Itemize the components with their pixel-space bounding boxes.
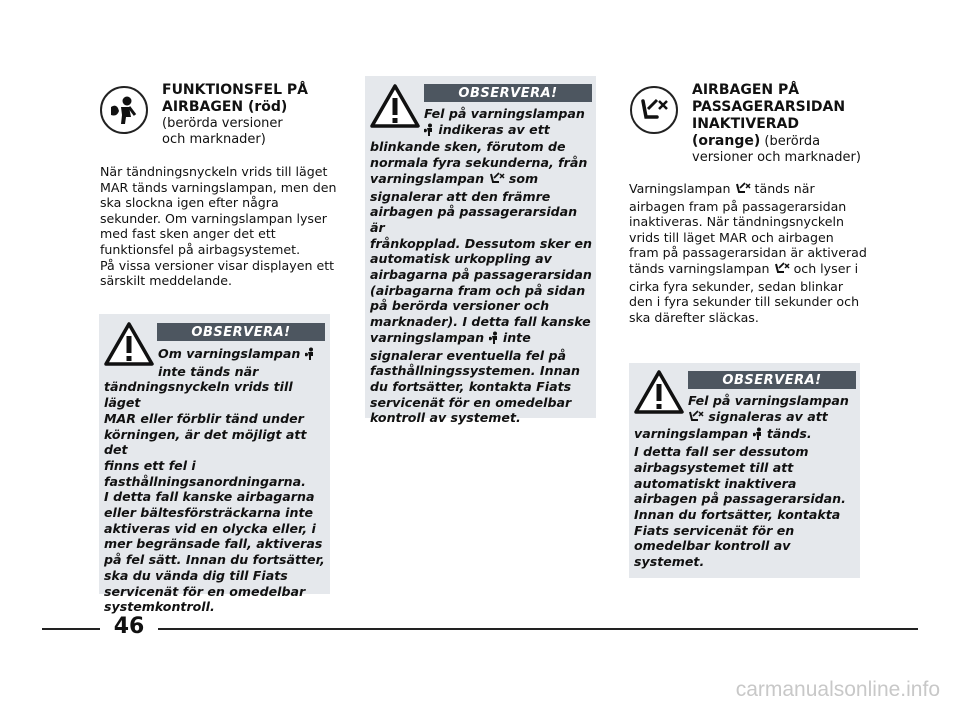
heading-sub-line: (berörda versioner [162,116,283,131]
warning-line: varningslampan [370,170,485,186]
warning-line: airbagen på passagerarsidan. [634,491,846,507]
body-line: På vissa versioner visar displayen ett [100,257,335,273]
warning-line: systemet. [634,554,705,570]
airbag-fault-body [100,164,340,289]
section-heading-airbag-fault [162,82,342,148]
warning-line: I detta fall ser dessutom [634,444,809,460]
warning-line: servicenät för en omedelbar [370,394,572,410]
warning-line: normala fyra sekunderna, från [370,155,588,171]
warning-label: OBSERVERA! [688,371,856,389]
heading-sub-line: versioner och marknader) [692,150,861,165]
airbag-person-icon [424,123,434,140]
airbag-person-icon [753,427,763,444]
passenger-airbag-off-icon [489,172,505,189]
body-line: När tändningsnyckeln vrids till läget [100,164,328,179]
warning-line: varningslampan [370,329,485,345]
body-line: funktionsfel på airbagsystemet. [100,241,301,257]
warning-line: mer begränsade fall, aktiveras [104,536,323,552]
body-line: den i fyra sekunder till sekunder och [629,294,860,310]
airbag-person-icon [305,347,315,364]
body-line: ska slockna igen efter några [100,195,279,211]
warning-line: på berörda versioner och [370,298,550,314]
passenger-airbag-off-icon [688,410,704,427]
warning-line: aktiveras vid en olycka eller, i [104,520,316,536]
warning-line: automatiskt inaktivera [634,475,797,491]
warning-line: systemkontroll. [104,599,215,615]
body-line: tänds varningslampan [629,260,770,276]
warning-line: blinkande sken, förutom de [370,139,566,155]
heading-line: AIRBAGEN (röd) [162,99,288,115]
warning-line: Fiats servicenät för en [634,522,795,538]
warning-inline-word: som [508,170,539,186]
body-line: Varningslampan [629,181,731,196]
body-line: med fast sken anger det ett [100,226,276,242]
heading-line: AIRBAGEN PÅ [692,82,800,98]
warning-line: omedelbar kontroll av [634,538,791,554]
body-line: inaktiveras. När tändningsnyckeln [629,214,844,230]
passenger-airbag-body [629,181,869,325]
body-line: vrids till läget MAR och airbagen [629,229,834,245]
warning-line: I detta fall kanske airbagarna [104,489,315,505]
watermark: carmanualsonline.info [735,678,940,701]
heading-sub-line: (berörda [760,134,821,149]
warning-line: Om varningslampan [158,346,301,361]
warning-line: airbagen på passagerarsidan är [370,204,578,235]
warning-line: signaleras av att [708,408,828,424]
warning-line: servicenät för en omedelbar [104,583,306,599]
warning-line: (airbagarna fram och på sidan [370,282,586,298]
body-line: ska därefter släckas. [629,309,759,325]
footer-rule-left [42,628,100,630]
warning-text-3 [634,393,858,570]
body-line: cirka fyra sekunder, sedan blinkar [629,278,844,294]
warning-line: tänds. [766,426,812,442]
warning-line: signalerar att den främre [370,188,551,204]
body-line: tänds när [754,181,815,196]
heading-sub-line: och marknader) [162,132,266,147]
warning-line: airbagarna på passagerarsidan [370,267,592,283]
warning-line: varningslampan [634,426,749,442]
warning-line: du fortsätter, kontakta Fiats [370,378,572,394]
heading-line: PASSAGERARSIDAN [692,99,846,115]
footer-rule-right [158,628,918,630]
warning-line: airbagsystemet till att [634,459,794,475]
warning-line: marknader). I detta fall kanske [370,314,591,330]
warning-line: signalerar eventuella fel på [370,347,566,363]
passenger-airbag-off-icon [735,182,751,199]
warning-line: på fel sätt. Innan du fortsätter, [104,552,325,568]
warning-text-1 [104,346,328,615]
airbag-warning-lamp-icon [100,86,148,134]
airbag-person-icon [489,331,499,348]
warning-line: finns ett fel i [104,457,196,473]
body-line: airbagen fram på passagerarsidan [629,198,847,214]
warning-line: ska du vända dig till Fiats [104,567,288,583]
section-heading-passenger-airbag [692,82,892,166]
passenger-airbag-off-lamp-icon [630,86,678,134]
warning-inline-word: inte [502,329,531,345]
body-line: sekunder. Om varningslampan lyser [100,210,327,226]
warning-line: automatisk urkoppling av [370,251,552,267]
warning-label: OBSERVERA! [157,323,325,341]
page-number: 46 [113,614,145,639]
warning-text-2 [370,106,594,426]
warning-line: fasthållningssystemen. Innan [370,363,580,379]
warning-line: MAR eller förblir tänd under [104,410,304,426]
warning-line: indikeras av ett [438,121,550,137]
heading-line: FUNKTIONSFEL PÅ [162,82,308,98]
warning-line: Fel på varningslampan [424,106,585,121]
heading-line: (orange) [692,133,761,149]
body-line: fram på passagerarsidan är aktiverad [629,245,867,261]
body-line: särskilt meddelande. [100,273,232,289]
warning-line: fasthållningsanordningarna. [104,473,306,489]
warning-line: tändningsnyckeln vrids till läget [104,379,293,411]
warning-line: inte tänds när [158,363,259,379]
warning-line: frånkopplad. Dessutom sker en [370,235,592,251]
body-line: MAR tänds varningslampan, men den [100,179,337,195]
warning-line: eller bältesförsträckarna inte [104,505,314,521]
body-line: och lyser i [793,260,859,276]
warning-line: Innan du fortsätter, kontakta [634,506,841,522]
warning-line: kontroll av systemet. [370,410,521,426]
warning-line: Fel på varningslampan [688,393,849,408]
passenger-airbag-off-icon [774,262,790,279]
warning-line: körningen, är det möjligt att det [104,426,307,458]
warning-label: OBSERVERA! [424,84,592,102]
heading-line: INAKTIVERAD [692,116,800,132]
